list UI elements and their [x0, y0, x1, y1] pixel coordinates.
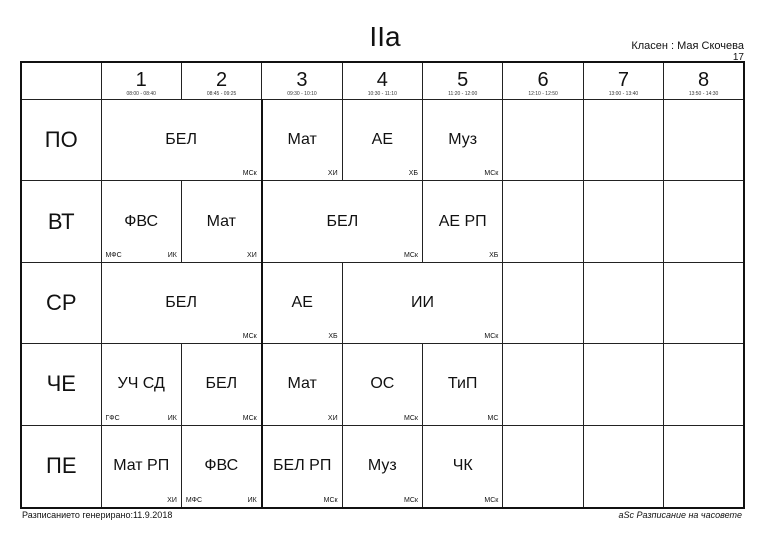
period-number: 8 [698, 69, 710, 91]
software-credit: aSc Разписание на часовете [618, 510, 742, 520]
empty-cell [503, 100, 583, 181]
lesson-cell [101, 181, 181, 262]
period-number: 5 [457, 69, 469, 91]
lesson-subject: Мат [206, 212, 236, 230]
empty-cell [503, 262, 583, 343]
lesson-cell [262, 100, 342, 181]
empty-cell [664, 425, 744, 508]
lesson-cell [262, 344, 342, 425]
period-time: 09:30 - 10:10 [287, 91, 317, 97]
period-number: 4 [376, 69, 388, 91]
lesson-teacher: МС [487, 414, 499, 422]
lesson-teacher: ИК [247, 497, 257, 504]
period-number: 7 [617, 69, 629, 91]
lesson-teacher: МСк [323, 497, 338, 504]
lesson-cell [342, 262, 503, 343]
lesson-teacher: МСк [404, 414, 418, 422]
period-header-2 [181, 62, 261, 100]
empty-cell [583, 262, 663, 343]
lesson-group: ГФС [105, 414, 120, 422]
period-time: 13:00 - 13:40 [608, 91, 639, 97]
page-number: 17 [732, 52, 744, 63]
period-header-4 [342, 62, 422, 100]
day-label: ВТ [21, 181, 101, 262]
day-label: ПО [21, 100, 101, 181]
lesson-cell [181, 181, 261, 262]
class-title: IIa [369, 21, 401, 52]
period-header-3 [262, 62, 342, 100]
class-teacher-label: Класен : Мая Скочева [631, 40, 744, 52]
lesson-subject: ТиП [447, 375, 478, 393]
empty-cell [503, 344, 583, 425]
lesson-teacher: ХИ [327, 170, 338, 178]
period-time: 08:00 - 08:40 [126, 91, 156, 97]
lesson-cell [423, 100, 503, 181]
day-row-thursday [21, 344, 744, 425]
lesson-subject: АЕ [371, 131, 393, 149]
lesson-cell [101, 100, 262, 181]
lesson-subject: ИИ [411, 293, 434, 311]
lesson-cell [101, 344, 181, 425]
lesson-cell [262, 262, 342, 343]
empty-cell [583, 344, 663, 425]
lesson-subject: Муз [367, 457, 397, 475]
lesson-subject: АЕ РП [438, 212, 487, 230]
generated-date-label: Разписанието генерирано:11.9.2018 [22, 510, 173, 520]
lesson-subject: Мат [287, 375, 317, 393]
empty-cell [503, 425, 583, 508]
lesson-cell [342, 425, 422, 508]
period-header-7 [583, 62, 663, 100]
timetable [20, 61, 745, 509]
day-label: СР [21, 262, 101, 343]
lesson-cell [181, 344, 261, 425]
lesson-teacher: МСк [404, 251, 418, 259]
lesson-subject: БЕЛ [165, 131, 197, 149]
lesson-cell [181, 425, 261, 508]
lesson-teacher: МСк [404, 497, 418, 504]
period-time: 08:45 - 09:25 [206, 91, 237, 97]
lesson-subject: Мат РП [113, 457, 170, 475]
period-header-8 [664, 62, 744, 100]
period-time: 11:20 - 12:00 [448, 91, 478, 97]
period-time: 13:50 - 14:30 [688, 91, 719, 97]
period-number: 1 [135, 69, 147, 91]
lesson-subject: ОС [370, 375, 395, 393]
day-row-tuesday [21, 181, 744, 262]
lesson-teacher: ХБ [489, 251, 499, 259]
lesson-cell [101, 425, 181, 508]
lesson-teacher: ХИ [167, 497, 177, 504]
lesson-cell [342, 344, 422, 425]
day-label: ЧЕ [21, 344, 101, 425]
empty-cell [664, 344, 744, 425]
empty-cell [664, 181, 744, 262]
lesson-subject: Мат [287, 131, 317, 149]
lesson-cell [423, 181, 503, 262]
empty-cell [503, 181, 583, 262]
lesson-subject: БЕЛ [326, 212, 359, 230]
lesson-subject: БЕЛ РП [273, 457, 332, 475]
lesson-subject: Муз [448, 131, 478, 149]
lesson-teacher: МСк [242, 170, 257, 178]
lesson-cell [342, 100, 422, 181]
lesson-cell [262, 425, 342, 508]
lesson-teacher: ХИ [247, 251, 257, 259]
lesson-subject: ФВС [124, 212, 159, 230]
period-time: 10:30 - 11:10 [367, 91, 397, 97]
period-number: 3 [296, 69, 308, 91]
lesson-subject: ФВС [204, 457, 239, 475]
period-header-5 [423, 62, 503, 100]
lesson-group: МФС [105, 251, 122, 259]
lesson-subject: БЕЛ [165, 293, 197, 311]
lesson-teacher: МСк [242, 414, 257, 422]
lesson-teacher: МСк [484, 333, 499, 341]
period-header-6 [503, 62, 583, 100]
lesson-cell [423, 425, 503, 508]
lesson-cell [423, 344, 503, 425]
lesson-cell [262, 181, 423, 262]
lesson-subject: АЕ [291, 293, 313, 311]
lesson-teacher: ХБ [328, 333, 338, 341]
lesson-teacher: МСк [484, 497, 499, 504]
lesson-teacher: ИК [167, 414, 177, 422]
lesson-group: МФС [185, 497, 203, 504]
lesson-cell [101, 262, 262, 343]
lesson-teacher: МСк [242, 333, 257, 341]
period-time: 12:10 - 12:50 [528, 91, 558, 97]
period-header-row [21, 62, 744, 100]
period-number: 2 [216, 69, 228, 91]
period-number: 6 [537, 69, 549, 91]
lesson-subject: ЧК [452, 457, 473, 475]
empty-cell [583, 425, 663, 508]
lesson-teacher: МСк [484, 170, 499, 178]
empty-cell [664, 262, 744, 343]
day-row-friday [21, 425, 744, 508]
lesson-teacher: ХБ [408, 170, 418, 178]
day-row-wednesday [21, 262, 744, 343]
day-row-monday [21, 100, 744, 181]
day-label: ПЕ [21, 425, 101, 508]
lesson-teacher: ИК [167, 251, 177, 259]
lesson-teacher: ХИ [327, 414, 338, 422]
empty-cell [583, 100, 663, 181]
empty-cell [664, 100, 744, 181]
lesson-subject: УЧ СД [117, 375, 165, 393]
empty-cell [583, 181, 663, 262]
corner-cell [21, 62, 101, 100]
period-header-1 [101, 62, 181, 100]
lesson-subject: БЕЛ [205, 375, 238, 393]
